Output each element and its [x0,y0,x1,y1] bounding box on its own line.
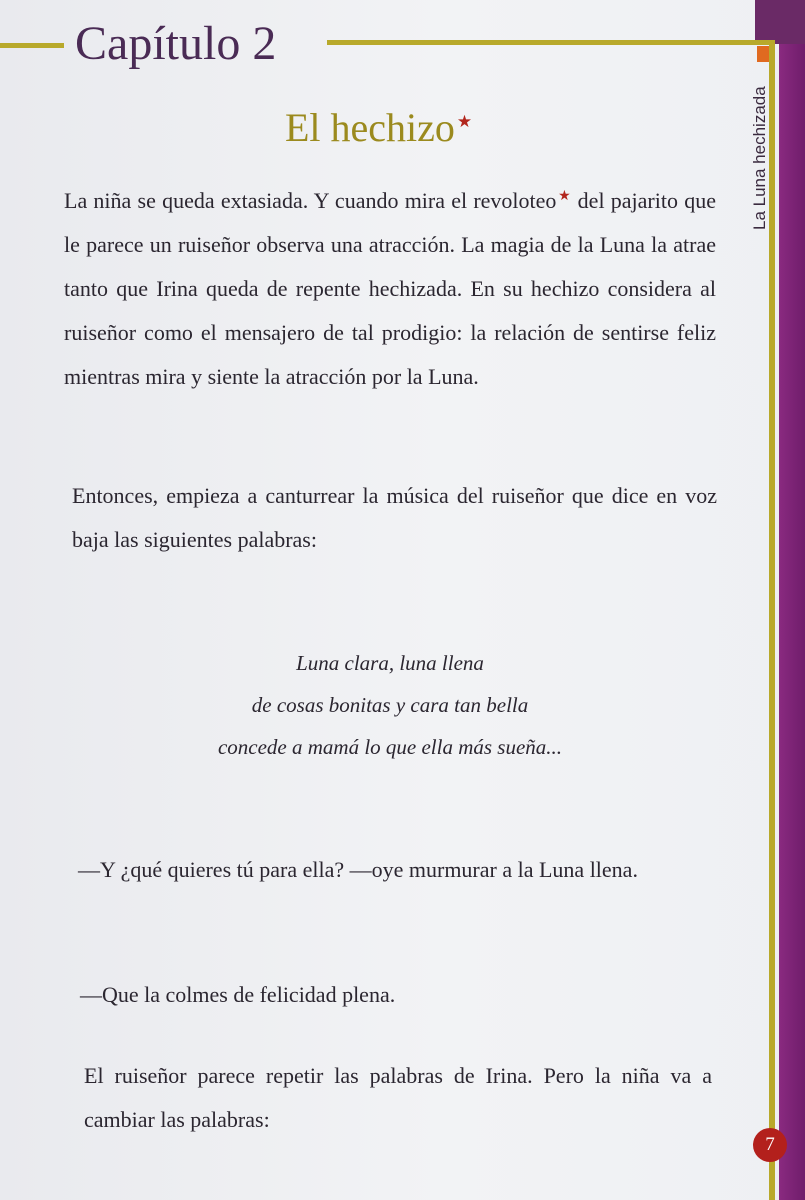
purple-corner-block [755,0,805,44]
paragraph-2: Entonces, empieza a canturrear la música del ruiseñor que dice en voz baja las siguientes palabras: [72,483,717,552]
poem-line: Luna clara, luna llena [296,651,484,675]
running-title: La Luna hechizada [750,86,769,230]
header-rule-top [327,40,774,45]
glossary-star-icon: ★ [456,112,473,131]
page-number-badge: 7 [753,1128,787,1162]
section-title [285,96,472,154]
header-rule-left [0,43,64,48]
paragraph-1-text-a: La niña se queda extasiada. Y cuando mira el revoloteo [64,188,557,213]
poem-verse [150,642,630,768]
poem-line: concede a mamá lo que ella más sueña... [217,735,563,759]
dialogue-line-2: —Que la colmes de felicidad plena. [80,982,396,1007]
glossary-star-icon: ★ [557,189,572,204]
section-title-text: El hechizo [285,105,455,150]
chapter-heading: Capítulo 2 [75,17,277,70]
paragraph-1 [64,175,716,399]
dialogue-line-1: —Y ¿qué quieres tú para ella? —oye murmurar a la Luna llena. [78,857,638,882]
paragraph-5: El ruiseñor parece repetir las palabras de Irina. Pero la niña va a cambiar las palabras: [84,1063,712,1132]
purple-edge-strip [779,0,805,1200]
poem-line: de cosas bonitas y cara tan bella [251,693,529,717]
paragraph-1-text-b: del pajarito que le parece un ruiseñor observa una atracción. La magia de la Luna la atrae tanto que Irina queda de repente hechizada. En su hechizo considera al ruiseñor como el mensajero de tal prodigio: la relación de sentirse feliz mientras mira y siente la atracción por la Luna. [64,188,716,389]
